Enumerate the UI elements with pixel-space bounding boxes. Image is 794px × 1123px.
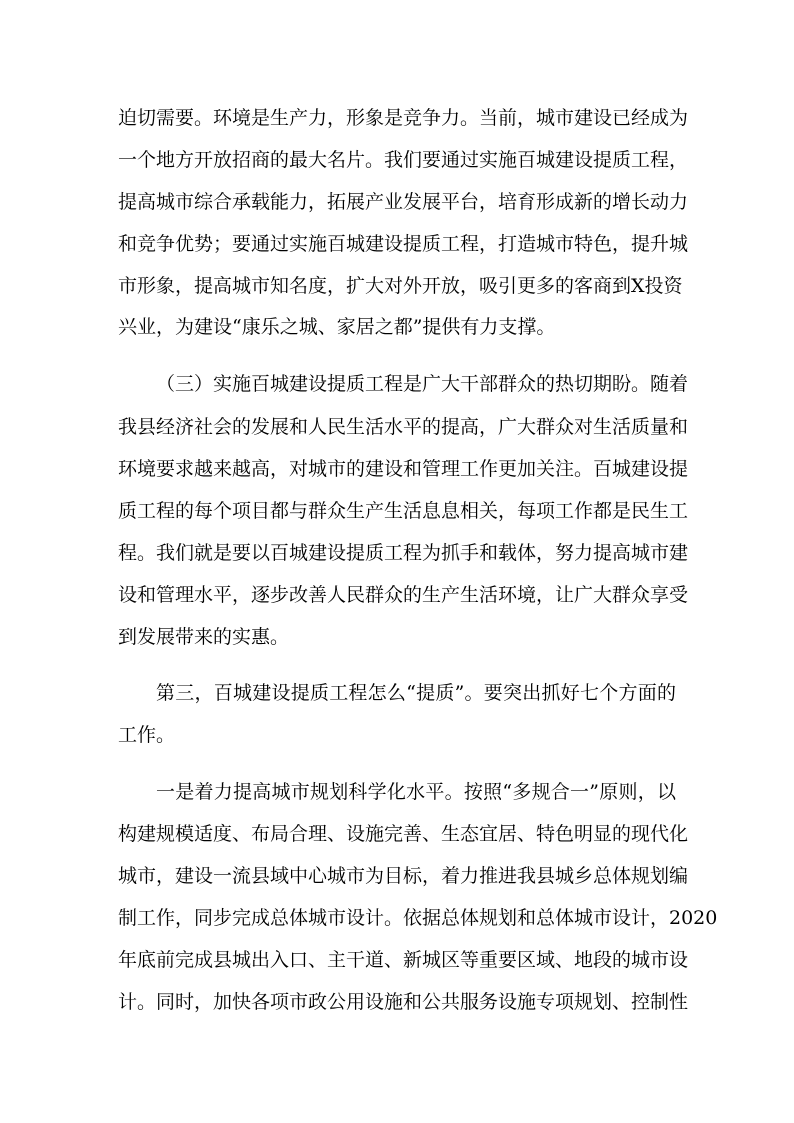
- text-line: 和竞争优势；要通过实施百城建设提质工程，打造城市特色，提升城: [118, 233, 689, 255]
- text-line: 市形象，提高城市知名度，扩大对外开放，吸引更多的客商到X投资: [118, 275, 683, 297]
- text-line: 设和管理水平，逐步改善人民群众的生产生活环境，让广大群众享受: [118, 584, 689, 606]
- text-line: 我县经济社会的发展和人民生活水平的提高，广大群众对生活质量和: [118, 416, 689, 438]
- paragraph-first-line: 第三，百城建设提质工程怎么“提质”。要突出抓好七个方面的: [156, 682, 676, 704]
- text-line: 一个地方开放招商的最大名片。我们要通过实施百城建设提质工程，: [118, 149, 689, 171]
- text-line: 年底前完成县城出入口、主干道、新城区等重要区域、地段的城市设: [118, 949, 689, 971]
- text-line: 构建规模适度、布局合理、设施完善、生态宜居、特色明显的现代化: [118, 823, 689, 845]
- text-line: 城市，建设一流县域中心城市为目标，着力推进我县城乡总体规划编: [118, 865, 689, 887]
- text-line: 到发展带来的实惠。: [118, 626, 290, 648]
- text-line: 迫切需要。环境是生产力，形象是竞争力。当前，城市建设已经成为: [118, 107, 689, 129]
- text-line: 工作。: [118, 724, 176, 746]
- text-line: 提高城市综合承载能力，拓展产业发展平台，培育形成新的增长动力: [118, 191, 689, 213]
- text-line: 环境要求越来越高，对城市的建设和管理工作更加关注。百城建设提: [118, 458, 689, 480]
- text-line: 兴业，为建设“康乐之城、家居之都”提供有力支撑。: [118, 316, 556, 338]
- paragraph-first-line: （三）实施百城建设提质工程是广大干部群众的热切期盼。随着: [156, 373, 689, 395]
- paragraph-first-line: 一是着力提高城市规划科学化水平。按照“多规合一”原则，以: [156, 781, 676, 803]
- text-line: 程。我们就是要以百城建设提质工程为抓手和载体，努力提高城市建: [118, 542, 689, 564]
- text-line: 质工程的每个项目都与群众生产生活息息相关，每项工作都是民生工: [118, 500, 689, 522]
- text-line: 制工作，同步完成总体城市设计。依据总体规划和总体城市设计，2020: [118, 907, 718, 929]
- text-line: 计。同时，加快各项市政公用设施和公共服务设施专项规划、控制性: [118, 991, 689, 1013]
